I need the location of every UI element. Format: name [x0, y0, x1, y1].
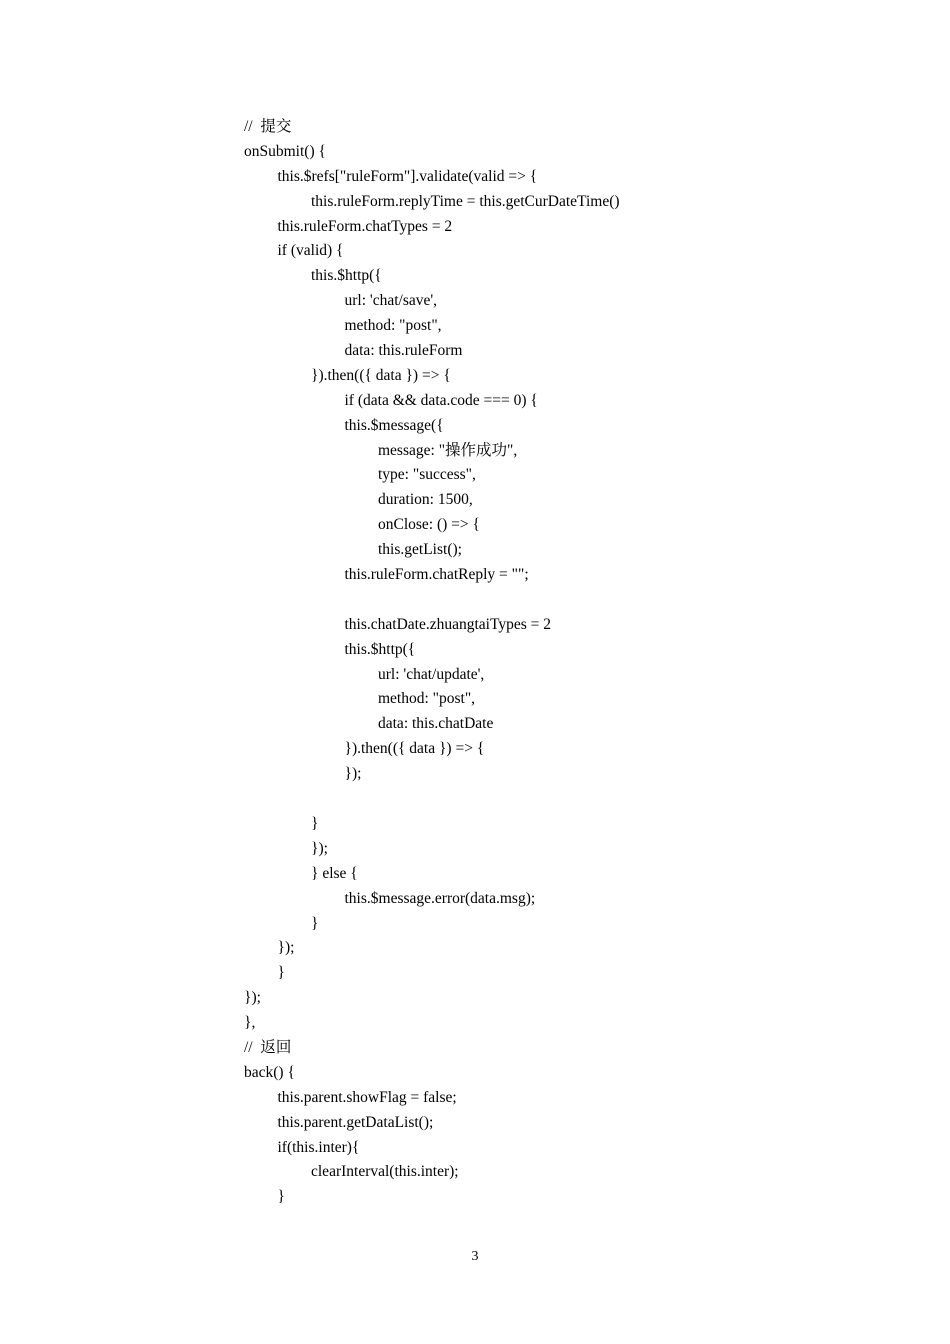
- code-line: this.$message({: [344, 416, 444, 434]
- code-line: this.parent.getDataList();: [277, 1113, 434, 1131]
- code-line: this.ruleForm.chatReply = "";: [344, 566, 529, 584]
- code-line: method: "post",: [344, 317, 442, 335]
- code-line: this.$refs["ruleForm"].validate(valid => {: [277, 167, 538, 185]
- page-number: 3: [471, 1249, 479, 1264]
- code-line: url: 'chat/update',: [378, 665, 485, 683]
- code-listing: [244, 115, 620, 1210]
- code-line: // 提交: [244, 118, 292, 135]
- code-line: this.$http({: [344, 640, 416, 658]
- code-line: },: [244, 1014, 256, 1032]
- code-line: this.parent.showFlag = false;: [277, 1088, 457, 1106]
- code-line: this.ruleForm.replyTime = this.getCurDateTime(): [311, 192, 620, 210]
- code-line: }).then(({ data }) => {: [344, 740, 485, 758]
- code-line: onClose: () => {: [378, 516, 480, 534]
- code-line: data: this.chatDate: [378, 715, 494, 733]
- code-line: }).then(({ data }) => {: [311, 366, 451, 384]
- code-line: this.chatDate.zhuangtaiTypes = 2: [344, 615, 552, 633]
- code-line: back() {: [244, 1063, 295, 1081]
- code-line: duration: 1500,: [378, 491, 473, 509]
- code-line: // 返回: [244, 1038, 292, 1056]
- code-line: if(this.inter){: [277, 1138, 360, 1156]
- code-line: method: "post",: [378, 690, 476, 708]
- code-line: if (valid) {: [277, 242, 344, 260]
- code-line: }: [277, 1188, 285, 1206]
- code-line: });: [277, 939, 295, 957]
- code-line: });: [344, 765, 362, 783]
- code-line: clearInterval(this.inter);: [311, 1163, 459, 1181]
- code-line: data: this.ruleForm: [344, 342, 463, 360]
- code-line: if (data && data.code === 0) {: [344, 391, 538, 409]
- code-line: [244, 588, 620, 613]
- code-line: });: [244, 989, 261, 1007]
- code-line: this.$message.error(data.msg);: [344, 889, 536, 907]
- code-line: } else {: [311, 864, 358, 882]
- code-line: }: [311, 914, 319, 932]
- code-line: });: [311, 839, 328, 857]
- code-line: this.ruleForm.chatTypes = 2: [277, 217, 453, 235]
- code-line: }: [311, 814, 319, 832]
- code-line: url: 'chat/save',: [344, 292, 438, 310]
- code-line: message: "操作成功",: [378, 441, 518, 459]
- code-line: onSubmit() {: [244, 142, 326, 160]
- code-line: }: [277, 964, 285, 982]
- code-line: type: "success",: [378, 466, 476, 484]
- code-line: [244, 787, 620, 812]
- code-line: this.$http({: [311, 267, 382, 285]
- code-line: this.getList();: [378, 541, 462, 559]
